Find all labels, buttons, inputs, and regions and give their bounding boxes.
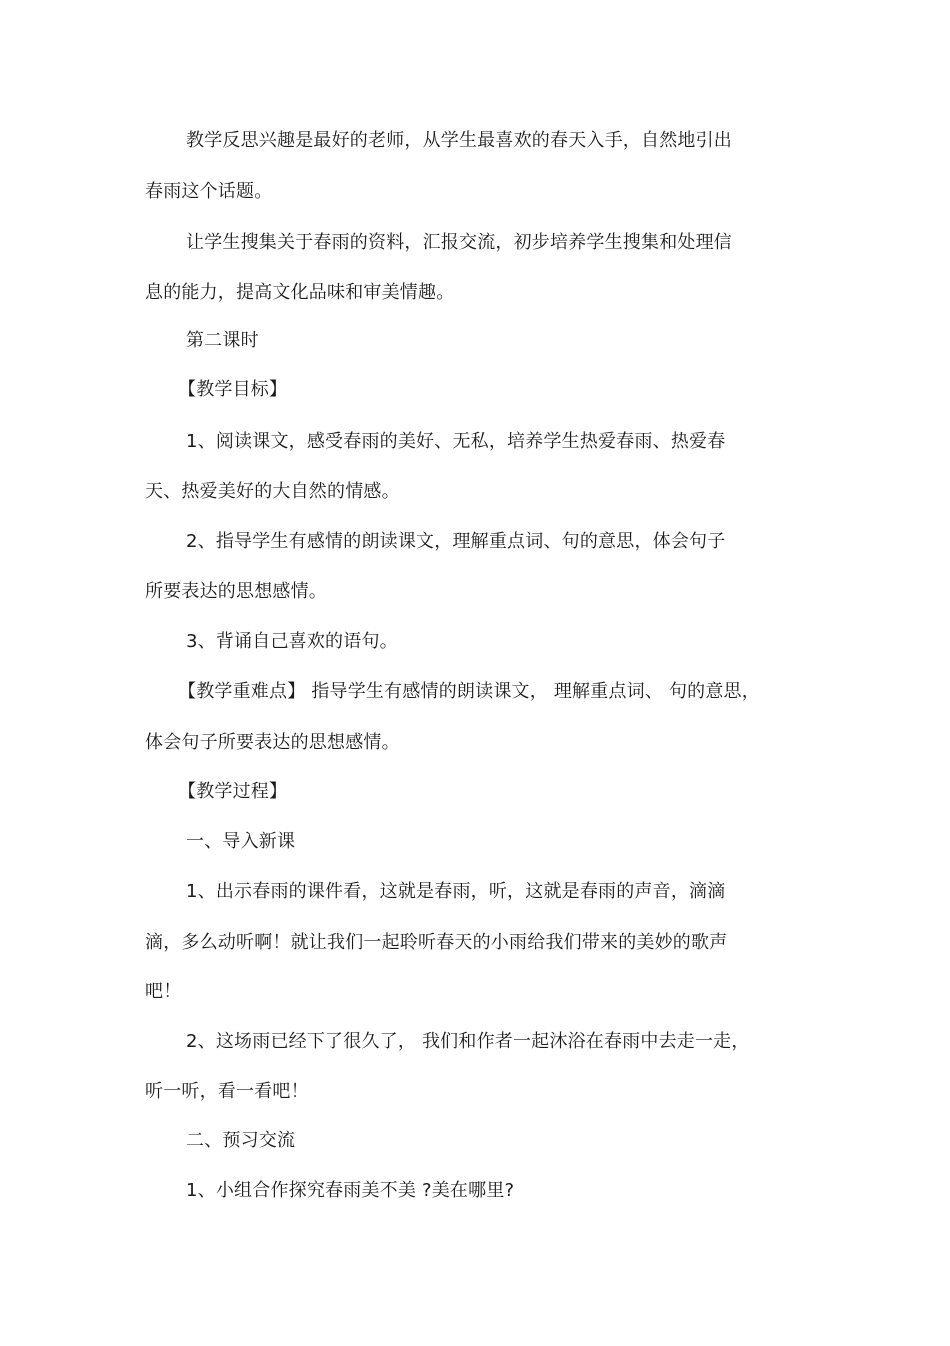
paragraph-line: 3、背诵自己喜欢的语句。 [186,631,398,652]
paragraph-line: 体会句子所要表达的思想感情。 [145,732,400,753]
paragraph-line: 1、出示春雨的课件看，这就是春雨，听，这就是春雨的声音，滴滴 [186,881,726,902]
paragraph-line: 1、小组合作探究春雨美不美 ?美在哪里? [186,1180,515,1201]
paragraph-line: 2、这场雨已经下了很久了， 我们和作者一起沐浴在春雨中去走一走， [186,1031,750,1052]
section-heading-objectives: 【教学目标】 [178,379,288,400]
lesson-heading: 第二课时 [186,330,259,351]
subsection-heading: 二、预习交流 [186,1130,296,1151]
paragraph-line: 2、指导学生有感情的朗读课文，理解重点词、句的意思，体会句子 [186,531,726,552]
subsection-heading: 一、导入新课 [186,831,296,852]
paragraph-line: 听一听，看一看吧！ [145,1081,309,1102]
paragraph-line: 天、热爱美好的大自然的情感。 [145,481,400,502]
section-heading-process: 【教学过程】 [178,781,288,802]
paragraph-line: 春雨这个话题。 [145,181,273,202]
paragraph-line: 所要表达的思想感情。 [145,581,327,602]
section-heading-key-points: 【教学重难点】 指导学生有感情的朗读课文， 理解重点词、 句的意思， [178,681,760,702]
paragraph-line: 教学反思兴趣是最好的老师，从学生最喜欢的春天入手，自然地引出 [186,130,732,151]
paragraph-line: 滴，多么动听啊！就让我们一起聆听春天的小雨给我们带来的美妙的歌声 [145,932,728,953]
paragraph-line: 1、阅读课文，感受春雨的美好、无私，培养学生热爱春雨、热爱春 [186,431,726,452]
paragraph-line: 吧！ [145,981,182,1002]
paragraph-line: 息的能力，提高文化品味和审美情趣。 [145,282,455,303]
paragraph-line: 让学生搜集关于春雨的资料，汇报交流，初步培养学生搜集和处理信 [186,232,732,253]
